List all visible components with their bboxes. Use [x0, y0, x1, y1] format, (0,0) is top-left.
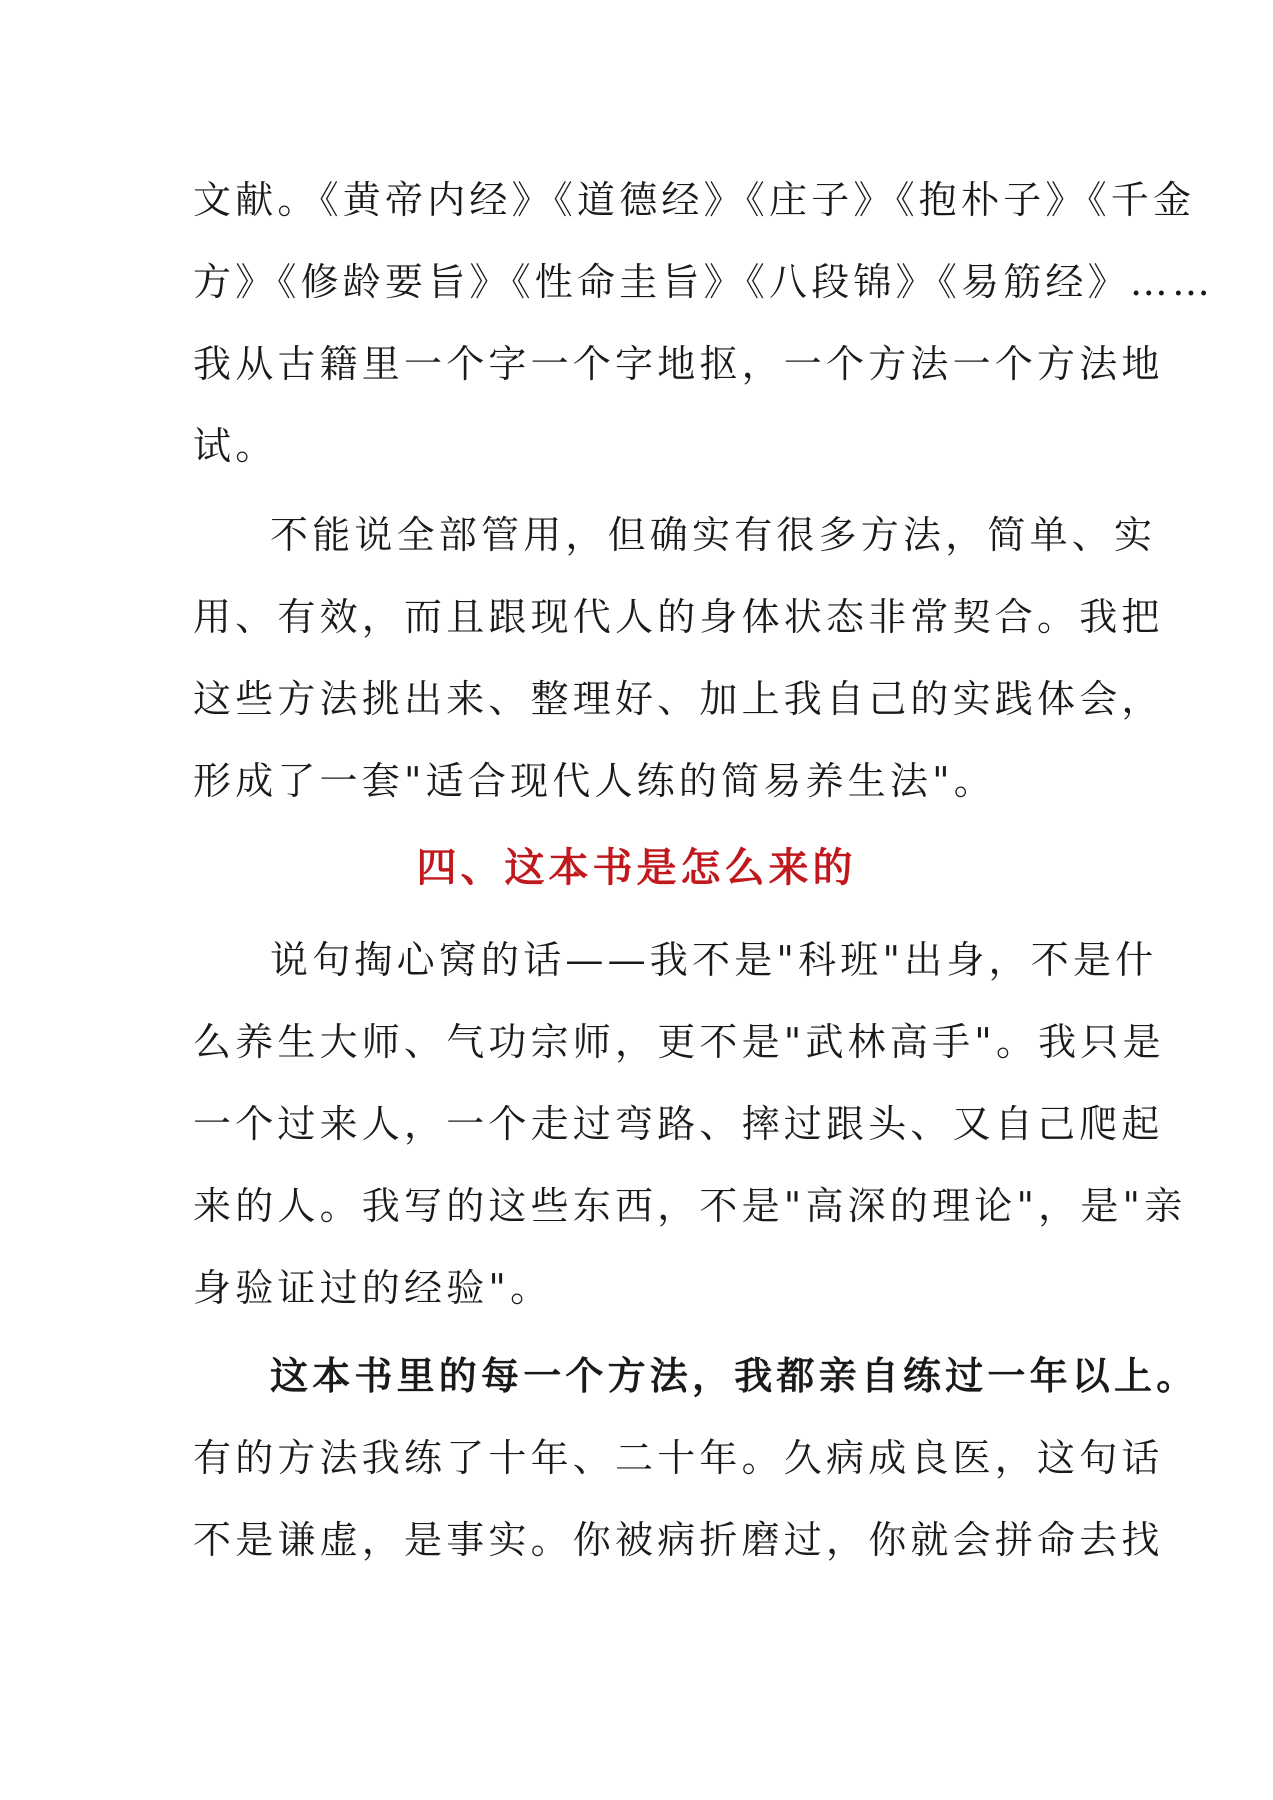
paragraph-3-line-5: 身验证过的经验"。: [193, 1266, 553, 1310]
paragraph-1-line-3: 我从古籍里一个字一个字地抠，一个方法一个方法地: [193, 342, 1164, 386]
paragraph-2-line-2: 用、有效，而且跟现代人的身体状态非常契合。我把: [193, 595, 1164, 639]
paragraph-2-line-3: 这些方法挑出来、整理好、加上我自己的实践体会，: [193, 677, 1164, 721]
paragraph-4-bold-sentence: 这本书里的每一个方法，我都亲自练过一年以上。: [270, 1353, 1199, 1398]
paragraph-1-line-1: 文献。《黄帝内经》《道德经》《庄子》《抱朴子》《千金: [193, 178, 1196, 222]
paragraph-1-line-4: 试。: [193, 424, 278, 468]
paragraph-3-line-3: 一个过来人，一个走过弯路、摔过跟头、又自己爬起: [193, 1102, 1164, 1146]
paragraph-3-line-2: 么养生大师、气功宗师，更不是"武林高手"。我只是: [193, 1020, 1165, 1064]
paragraph-4-line-2: 不是谦虚，是事实。你被病折磨过，你就会拼命去找: [193, 1518, 1164, 1562]
paragraph-1-line-2: 方》《修龄要旨》《性命圭旨》《八段锦》《易筋经》……: [193, 260, 1215, 304]
paragraph-3-line-4: 来的人。我写的这些东西，不是"高深的理论"，是"亲: [193, 1184, 1187, 1228]
paragraph-4-line-1: 有的方法我练了十年、二十年。久病成良医，这句话: [193, 1436, 1164, 1480]
section-heading: 四、这本书是怎么来的: [416, 844, 857, 891]
paragraph-2-line-4: 形成了一套"适合现代人练的简易养生法"。: [193, 759, 996, 803]
paragraph-3-line-1: 说句掏心窝的话——我不是"科班"出身，不是什: [270, 938, 1158, 982]
paragraph-2-line-1: 不能说全部管用，但确实有很多方法，简单、实: [270, 513, 1157, 557]
